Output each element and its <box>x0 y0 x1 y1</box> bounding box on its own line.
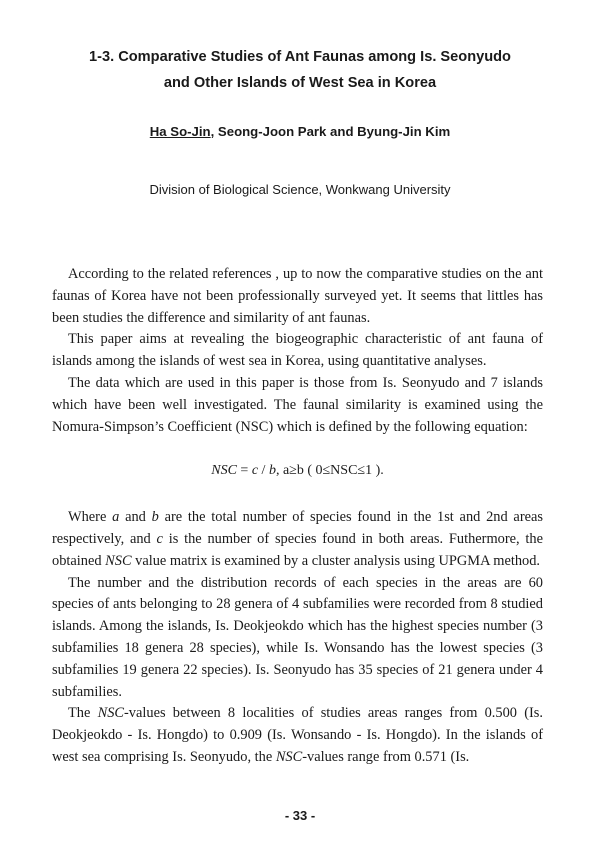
paragraph-data: The data which are used in this paper is those from Is. Seonyudo and 7 islands which have been well investigated. The faunal similarity is examined using the Nomura-Simpson’s Coefficient (NSC) which is defined by the following equation: <box>52 374 543 435</box>
paragraph-nsc-values: The NSC-values between 8 localities of studies areas ranges from 0.500 (Is. Deokjeokdo - Is. Hongdo) to 0.909 (Is. Wonsando - Is. Hongdo). In the islands of west sea comprising Is. Seonyudo, the NSC-values range from 0.571 (Is. <box>52 705 543 765</box>
page-number: - 33 - <box>284 808 316 823</box>
paragraph-results: The number and the distribution records of each species in the areas are 60 species of ants belonging to 28 genera of 4 subfamilies were recorded from 8 studied islands. Among the islands, Is. Deokjeokdo which has the highest species number (3 subfamilies 18 genera 28 species), while Is. Wonsando has the lowest species (3 subfamilies 19 genera 22 species). Is. Seonyudo has 35 species of 21 genera under 4 subfamilies. <box>52 574 543 700</box>
presenting-author: Ha So-Jin <box>149 124 211 139</box>
paragraph-definition: Where a and b are the total number of species found in the 1st and 2nd areas respectively, and c is the number of species found in both areas. Futhermore, the obtained NSC value matrix is examined by a cluster analysis using UPGMA method. <box>52 509 543 569</box>
abstract-body <box>52 264 543 769</box>
co-authors: , Seong-Joon Park and Byung-Jin Kim <box>210 124 451 139</box>
paper-title <box>60 44 540 96</box>
title-line-1: 1-3. Comparative Studies of Ant Faunas among Is. Seonyudo <box>89 49 511 65</box>
author-list <box>60 124 540 139</box>
affiliation: Division of Biological Science, Wonkwang University <box>149 182 451 197</box>
paragraph-references: According to the related references , up to now the comparative studies on the ant faunas of Korea have not been professionally surveyed yet. It seems that littles has been studies the difference and similarity of ant faunas. <box>52 266 543 326</box>
title-line-2: and Other Islands of West Sea in Korea <box>163 75 437 91</box>
nsc-equation: NSC = c / b, a≥b ( 0≤NSC≤1 ). <box>211 463 384 479</box>
paragraph-aim: This paper aims at revealing the biogeographic characteristic of ant fauna of islands among the islands of west sea in Korea, using quantitative analyses. <box>52 331 543 370</box>
